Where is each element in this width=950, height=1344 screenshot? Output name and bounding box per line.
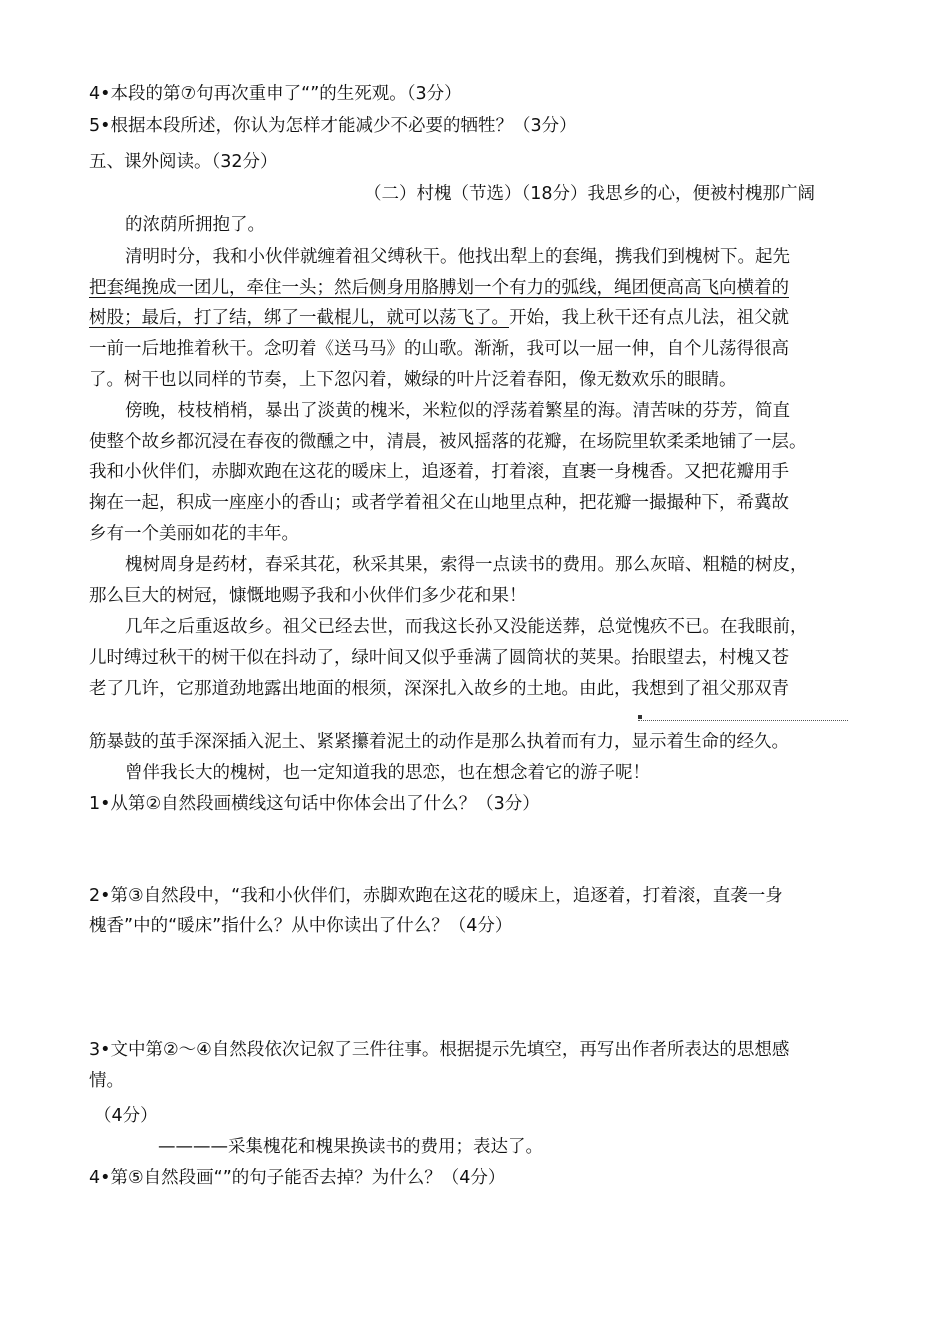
dotted-marker-line	[638, 712, 848, 721]
paragraph-2-line-5: 了。树干也以同样的节奏，上下忽闪着，嫩绿的叶片泛着春阳，像无数欢乐的眼睛。	[89, 370, 737, 390]
paragraph-5-line-2: 儿时缚过秋干的树干似在抖动了，绿叶间又似乎垂满了圆筒状的荚果。抬眼望去，村槐又苍	[89, 648, 789, 668]
passage-heading: （二）村槐（节选）（18分）我思乡的心，便被村槐那广阔	[364, 184, 816, 204]
paragraph-5-line-1: 几年之后重返故乡。祖父已经去世，而我这长孙又没能送葬，总觉愧疚不已。在我眼前，	[125, 617, 808, 637]
paragraph-3-line-4: 掬在一起，积成一座座小的香山；或者学着祖父在山地里点种，把花瓣一撮撮种下，希冀故	[89, 493, 789, 513]
paragraph-2-line-2: 把套绳挽成一团儿，牵住一头；然后侧身用胳膊划一个有力的弧线，绳团便高高飞向横着的	[89, 278, 789, 298]
paragraph-6: 曾伴我长大的槐树，也一定知道我的思恋，也在想念着它的游子呢！	[125, 763, 650, 783]
underlined-sentence: 树股；最后，打了结，绑了一截棍儿，就可以荡飞了。	[89, 308, 509, 328]
paragraph-4-line-2: 那么巨大的树冠，慷慨地赐予我和小伙伴们多少花和果！	[89, 586, 527, 606]
question-2-line-2: 槐香”中的“暖床”指什么？从中你读出了什么？（4分）	[89, 916, 513, 936]
paragraph-2-line-1: 清明时分，我和小伙伴就缠着祖父缚秋干。他找出犁上的套绳，携我们到槐树下。起先	[125, 247, 790, 267]
paragraph-3-line-3: 我和小伙伴们，赤脚欢跑在这花的暖床上，追逐着，打着滚，直裹一身槐香。又把花瓣用手	[89, 462, 789, 482]
passage-heading-cont: 的浓荫所拥抱了。	[125, 215, 265, 235]
question-1: 1•从第②自然段画横线这句话中你体会出了什么？（3分）	[89, 794, 540, 814]
paragraph-3-line-2: 使整个故乡都沉浸在春夜的微醺之中，清晨，被风摇落的花瓣，在场院里软柔柔地铺了一层。	[89, 432, 807, 452]
paragraph-2-line-4: 一前一后地推着秋干。念叨着《送马马》的山歌。渐渐，我可以一屈一伸，自个儿荡得很高	[89, 339, 789, 359]
question-4: 4•第⑤自然段画“”的句子能否去掉？为什么？（4分）	[89, 1168, 506, 1188]
question-3-line-1: 3•文中第②〜④自然段依次记叙了三件往事。根据提示先填空，再写出作者所表达的思想感	[89, 1040, 790, 1060]
paragraph-3-line-5: 乡有一个美丽如花的丰年。	[89, 524, 299, 544]
paragraph-2-line-3	[89, 306, 789, 330]
section-title: 五、课外阅读。（32分）	[89, 152, 278, 172]
question-3-line-2: 情。	[89, 1071, 124, 1091]
paragraph-4-line-1: 槐树周身是药材，春采其花，秋采其果，索得一点读书的费用。那么灰暗、粗糙的树皮，	[125, 555, 808, 575]
paragraph-5-line-3: 老了几许，它那道劲地露出地面的根须，深深扎入故乡的土地。由此，我想到了祖父那双青	[89, 679, 789, 699]
paragraph-2-line-3-rest: 开始，我上秋干还有点儿法，祖父就	[509, 308, 789, 328]
question-prev-4: 4•本段的第⑦句再次重申了“”的生死观。（3分）	[89, 84, 462, 104]
question-3-blank: ————采集槐花和槐果换读书的费用；表达了。	[158, 1137, 543, 1157]
question-2-line-1: 2•第③自然段中，“我和小伙伴们，赤脚欢跑在这花的暖床上，追逐着，打着滚，直袭一身	[89, 886, 783, 906]
question-prev-5: 5•根据本段所述，你认为怎样才能减少不必要的牺牲？（3分）	[89, 116, 577, 136]
paragraph-5-line-4: 筋暴鼓的茧手深深插入泥土、紧紧攥着泥土的动作是那么执着而有力，显示着生命的经久。	[89, 732, 789, 752]
question-3-score: （4分）	[94, 1106, 158, 1126]
paragraph-3-line-1: 傍晚，枝枝梢梢，暴出了淡黄的槐米，米粒似的浮荡着繁星的海。清苦味的芬芳，简直	[125, 401, 790, 421]
